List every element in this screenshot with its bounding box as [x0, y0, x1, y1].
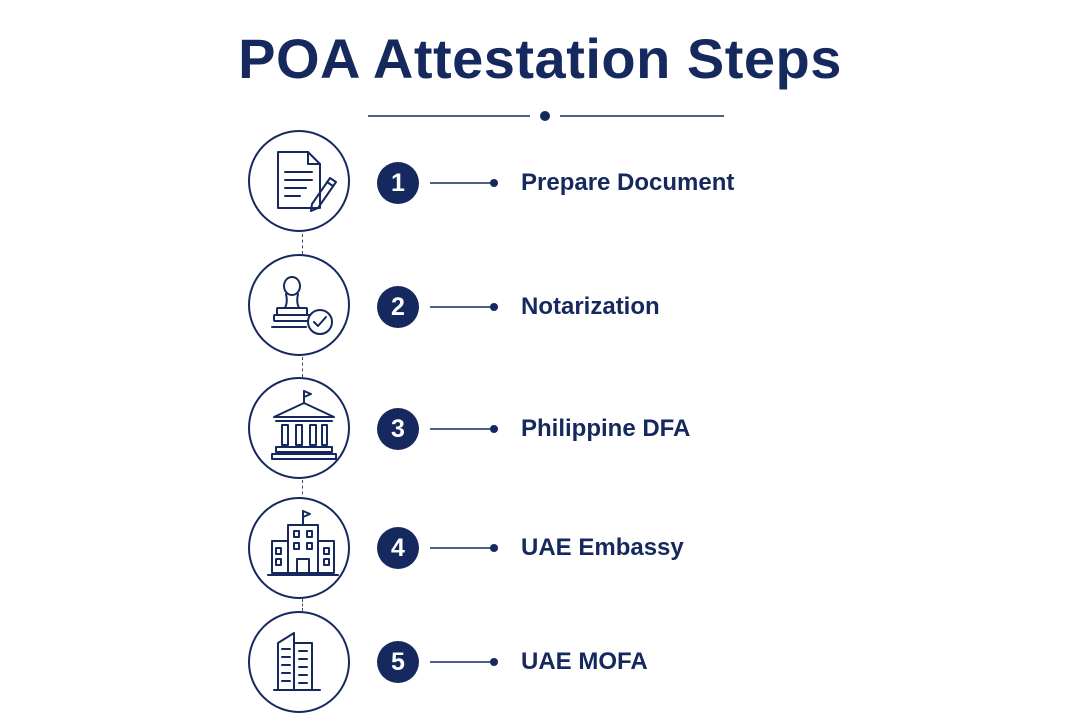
- step-4-leader: [430, 543, 500, 553]
- step-1-number: 1: [377, 162, 419, 204]
- step-4-icon-circle: [248, 497, 350, 599]
- stamp-check-icon: [250, 256, 348, 354]
- step-1-label: Prepare Document: [521, 169, 735, 196]
- step-3-label: Philippine DFA: [521, 415, 691, 442]
- document-pencil-icon: [250, 132, 348, 230]
- step-connector: [302, 599, 303, 611]
- step-1-leader: [430, 178, 500, 188]
- page-title: POA Attestation Steps: [238, 27, 842, 90]
- step-2-number: 2: [377, 286, 419, 328]
- title-divider: [368, 108, 724, 124]
- step-5-icon-circle: [248, 611, 350, 713]
- step-2-label: Notarization: [521, 293, 660, 320]
- step-1-icon-circle: [248, 130, 350, 232]
- step-connector: [302, 234, 303, 254]
- step-3-icon-circle: [248, 377, 350, 479]
- step-5-leader: [430, 657, 500, 667]
- step-5-label: UAE MOFA: [521, 648, 648, 675]
- step-4-number: 4: [377, 527, 419, 569]
- step-connector: [302, 357, 303, 377]
- step-3-number: 3: [377, 408, 419, 450]
- step-2-leader: [430, 302, 500, 312]
- step-4-label: UAE Embassy: [521, 534, 684, 561]
- step-5-number: 5: [377, 641, 419, 683]
- step-2-icon-circle: [248, 254, 350, 356]
- government-building-icon: [250, 379, 348, 477]
- embassy-building-icon: [250, 499, 348, 597]
- skyscraper-icon: [250, 613, 348, 711]
- step-3-leader: [430, 424, 500, 434]
